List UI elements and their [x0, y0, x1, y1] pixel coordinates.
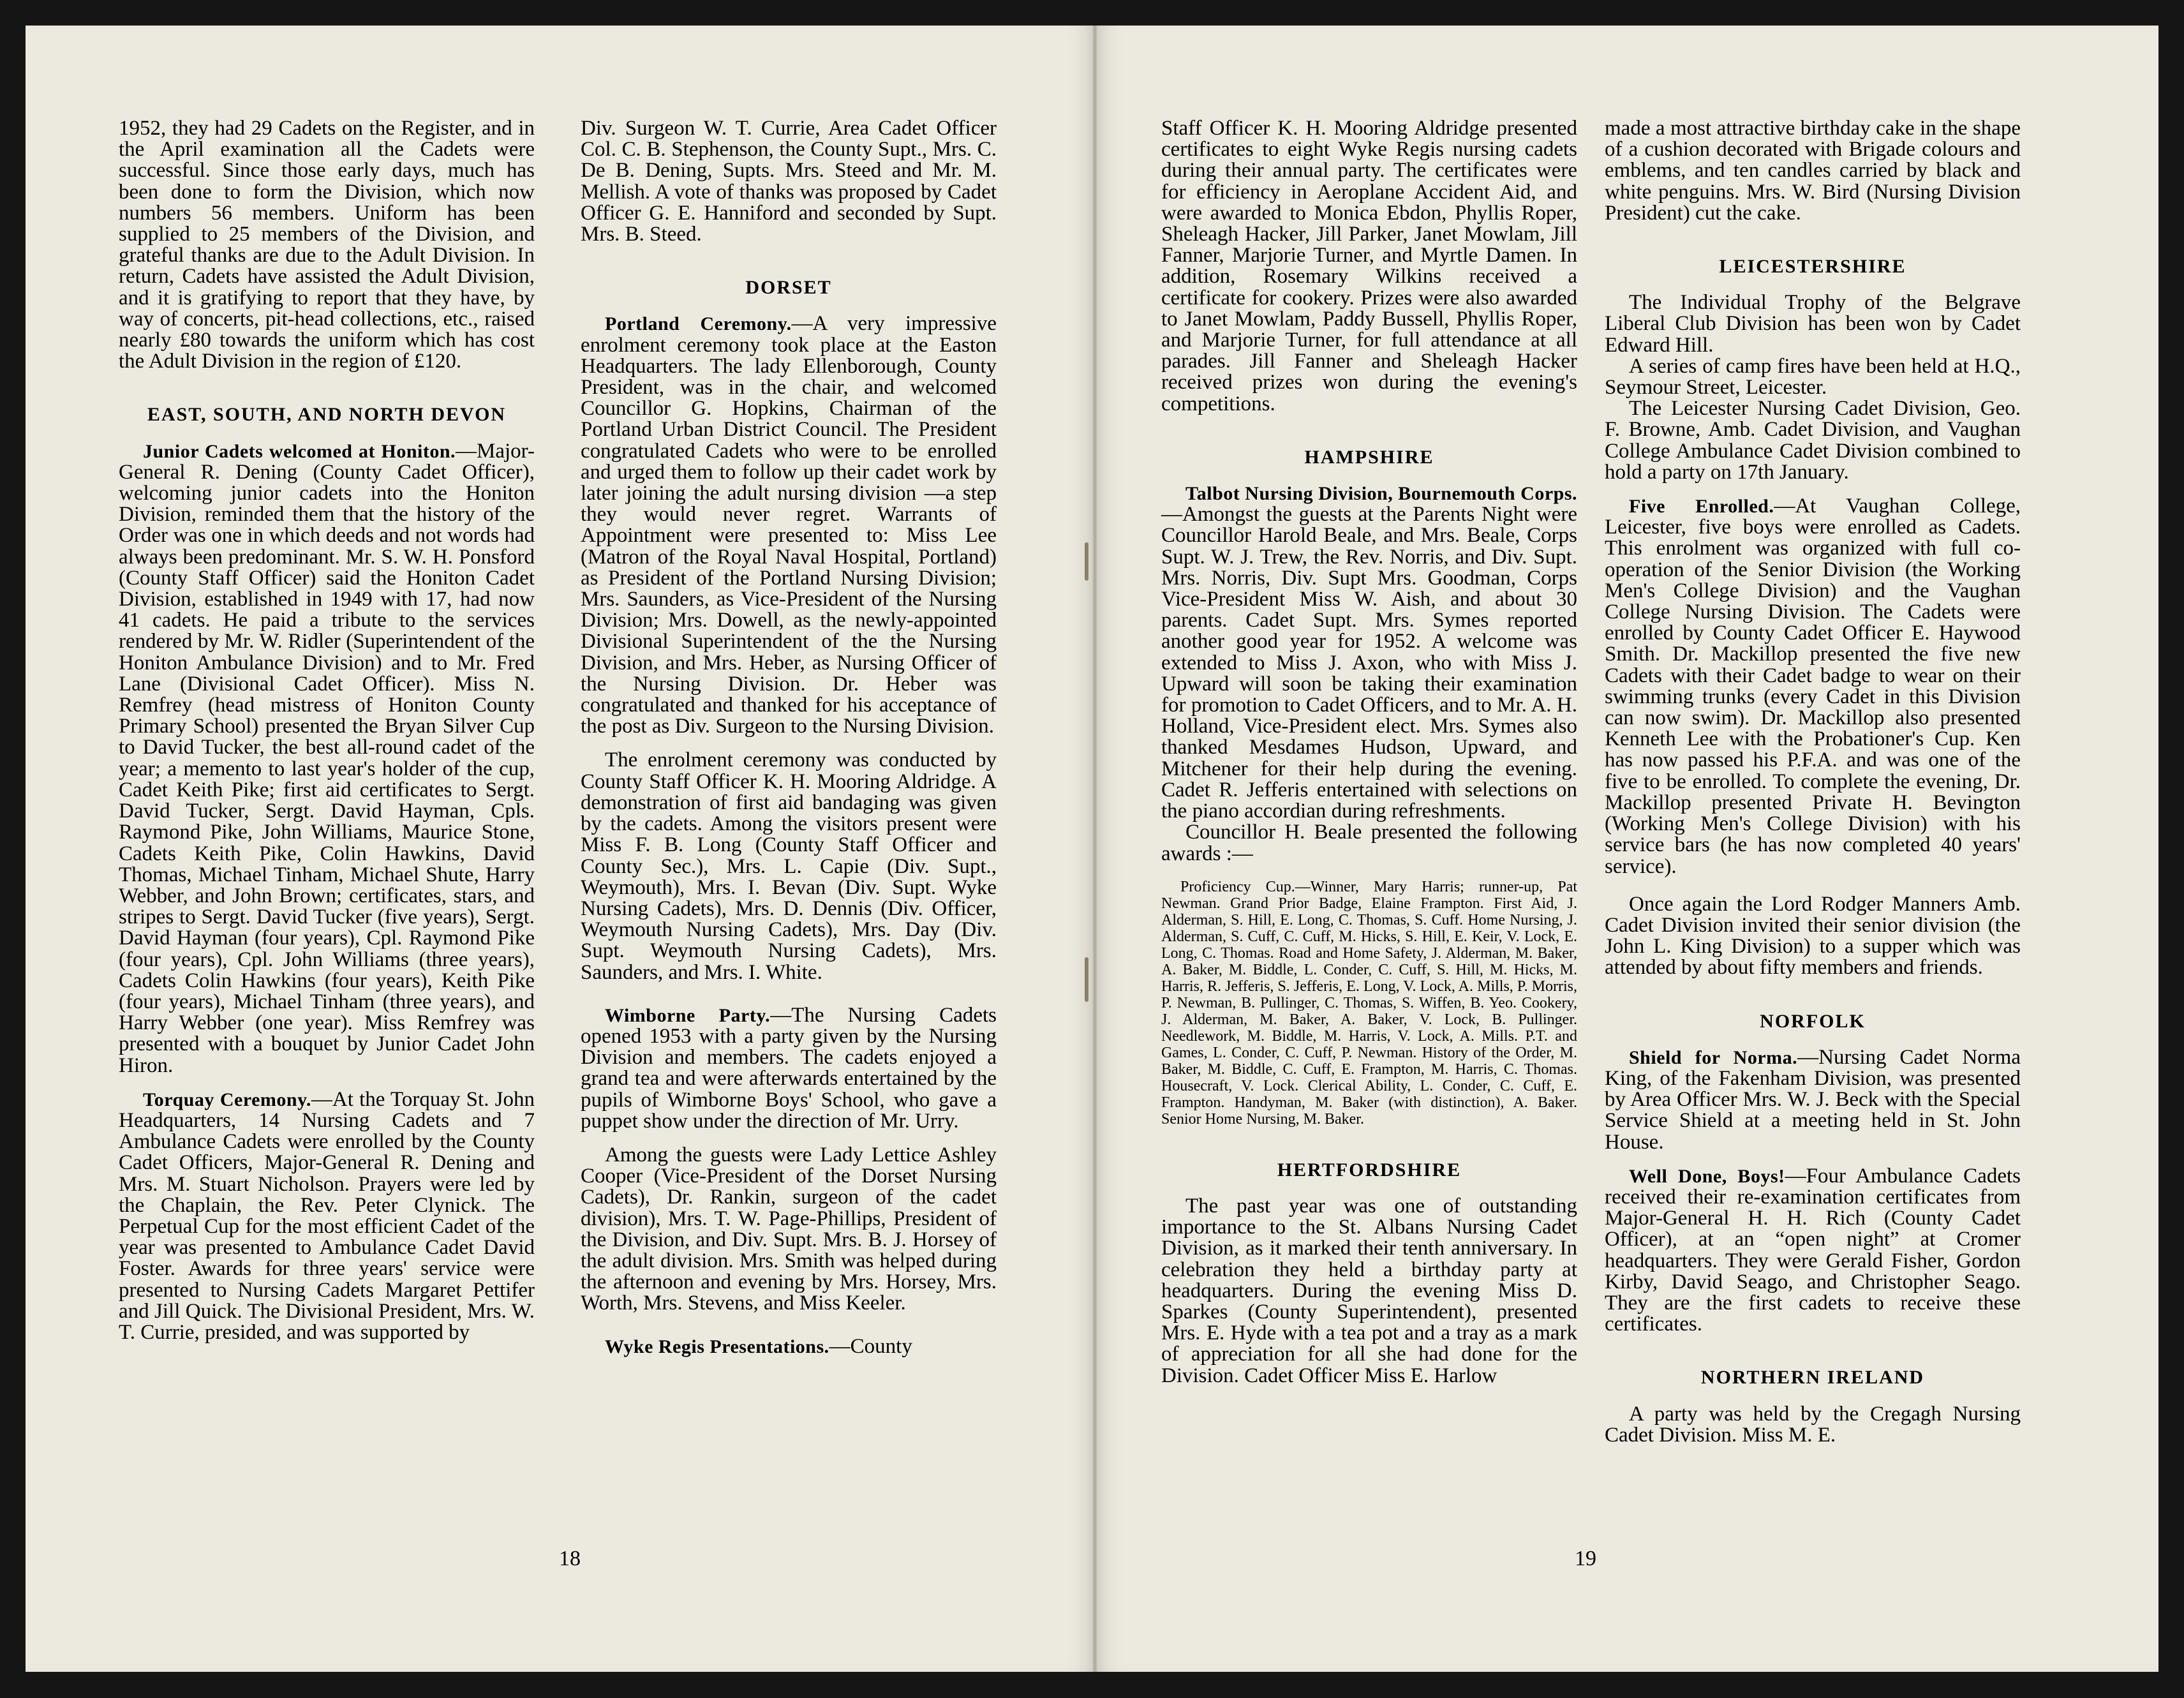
article-text: —At Vaughan College, Leicester, five boys were enrolled as Cadets. This enrolment was organized with full co-operation of the Senior Division (the Working Men's College Division) and the Vaughan College Nursing Division. The Cadets were enrolled by County Cadet Officer E. Haywood Smith. Dr. Mackillop presented the five new Cadets with their Cadet badge to wear on their swimming trunks (every Cadet in this Division can now swim). Dr. Mackillop also presented Kenneth Lee with the Probationer's Cup. Ken has now passed his P.F.A. and was one of the five to be enrolled. To complete the evening, Dr. Mackillop presented Private H. Bevington (Working Men's College Division) with his service bars (he has now completed 40 years' service). [1605, 495, 2021, 878]
article-title: Shield for Norma. [1629, 1046, 1798, 1068]
paragraph [119, 441, 535, 1076]
article-text: —A very impressive enrolment ceremony took place at the Easton Headquarters. The lady Ellenborough, County President, was in the chair, and welcomed Councillor G. Hopkins, Chairman of the Portland Urban District Council. The President congratulated Cadets who were to be enrolled and urged them to follow up their cadet work by later joining the adult nursing division —a step they would never regret. Warrants of Appointment were presented to: Miss Lee (Matron of the Royal Naval Hospital, Portland) as President of the Portland Nursing Division; Mrs. Saunders, as Vice-President of the Nursing Division; Mrs. Dowell, as the newly-appointed Divisional Superintendent of the the Nursing Division, and Mrs. Heber, as Nursing Officer of the Nursing Division. Dr. Heber was congratulated and thanked for his acceptance of the post as Div. Surgeon to the Nursing Division. [581, 312, 997, 738]
column-1 [119, 118, 535, 1343]
paragraph [1605, 1166, 2021, 1336]
paragraph: Div. Surgeon W. T. Currie, Area Cadet Officer Col. C. B. Stephenson, the County Supt., Mrs. C. De B. Dening, Supts. Mrs. Steed and Mr. M. Mellish. A vote of thanks was proposed by Cadet Officer G. E. Hanniford and seconded by Supt. Mrs. B. Steed. [581, 117, 997, 246]
paragraph: The Leicester Nursing Cadet Division, Geo. F. Browne, Amb. Cadet Division, and Vaughan College Ambulance Cadet Division combined to hold a party on 17th January. [1605, 397, 2021, 484]
paragraph [1605, 1047, 2021, 1153]
paragraph [119, 1089, 535, 1343]
article-text: —Amongst the guests at the Parents Night were Councillor Harold Beale, and Mrs. Beale, Corps Supt. W. J. Trew, the Rev. Norris, and Div. Supt. Mrs. Norris, Div. Supt Mrs. Goodman, Corps Vice-President Miss W. Aish, and about 30 parents. Cadet Supt. Mrs. Symes reported another good year for 1952. A welcome was extended to Miss J. Axon, who with Miss J. Upward will soon be taking their examination for promotion to Cadet Officers, and to Mr. A. H. Holland, Vice-President elect. Mrs. Symes also thanked Mesdames Hudson, Upward, and Mitchener for their help during the evening. Cadet R. Jefferis entertained with selections on the piano accordian during refreshments. [1161, 503, 1577, 823]
article-title: Junior Cadets welcomed at Honiton. [143, 440, 456, 462]
paragraph: The Individual Trophy of the Belgrave Liberal Club Division has been won by Cadet Edward Hill. [1605, 291, 2021, 357]
column-4 [1605, 118, 2021, 1446]
section-heading-leicestershire: LEICESTERSHIRE [1719, 256, 1906, 278]
article-title: Wimborne Party. [605, 1004, 771, 1026]
article-title: Talbot Nursing Division, Bournemouth Corps. [1185, 483, 1577, 505]
paragraph: The past year was one of outstanding importance to the St. Albans Nursing Cadet Division, as it marked their tenth anniversary. In celebration they held a birthday party at headquarters. During the evening Miss D. Sparkes (County Superintendent), presented Mrs. E. Hyde with a tea pot and a tray as a mark of appreciation for all she had done for the Division. Cadet Officer Miss E. Harlow [1161, 1194, 1577, 1387]
article-title: Five Enrolled. [1629, 496, 1774, 518]
article-text: —At the Torquay St. John Headquarters, 14 Nursing Cadets and 7 Ambulance Cadets were enrolled by the County Cadet Officers, Major-General R. Dening and Mrs. M. Stuart Nicholson. Prayers were led by the Chaplain, the Rev. Peter Clynick. The Perpetual Cup for the most efficient Cadet of the year was presented to Ambulance Cadet David Foster. Awards for three years' service were presented to Nursing Cadets Margaret Pettifer and Jill Quick. The Divisional President, Mrs. W. T. Currie, presided, and was supported by [119, 1087, 535, 1344]
column-3 [1161, 118, 1577, 1387]
paragraph [1161, 483, 1577, 822]
section-heading-norfolk: NORFOLK [1760, 1010, 1866, 1032]
article-title: Well Done, Boys! [1629, 1165, 1785, 1187]
paragraph: The enrolment ceremony was conducted by County Staff Officer K. H. Mooring Aldridge. A demonstration of first aid bandaging was given by the cadets. Among the visitors present were Miss F. B. Long (County Staff Officer and County Sec.), Mrs. L. Capie (Div. Supt., Weymouth), Mrs. I. Bevan (Div. Supt. Wyke Nursing Cadets), Mrs. D. Dennis (Div. Officer, Weymouth Nursing Cadets), Mrs. Day (Div. Supt. Weymouth Nursing Cadets), Mrs. Saunders, and Mrs. I. White. [581, 748, 997, 984]
page-number-left: 18 [559, 1547, 581, 1570]
article-title: Portland Ceremony. [605, 313, 792, 335]
paragraph: Councillor H. Beale presented the following awards :— [1161, 821, 1577, 865]
paragraph: Once again the Lord Rodger Manners Amb. Cadet Division invited their senior division (the John L. King Division) to a supper which was attended by about fifty members and friends. [1605, 892, 2021, 979]
article-title: Torquay Ceremony. [143, 1089, 311, 1110]
staple-mark-top [1085, 542, 1088, 581]
section-heading-dorset: DORSET [745, 277, 832, 299]
paragraph [581, 313, 997, 737]
article-text: —Four Ambulance Cadets received their re-examination certificates from Major-General H. H. Rich (County Cadet Officer), at an “open night” at Cromer headquarters. They were Gerald Fisher, Gordon Kirby, David Seago, and Christopher Seago. They are the first cadets to receive these certificates. [1605, 1164, 2021, 1336]
paragraph: Staff Officer K. H. Mooring Aldridge presented certificates to eight Wyke Regis nursing cadets during their annual party. The certificates were for efficiency in Aeroplane Accident Aid, and were awarded to Monica Ebdon, Phyllis Roper, Sheleagh Hacker, Jill Parker, Janet Mowlam, Jill Fanner, Marjorie Turner, and Myrtle Damen. In addition, Rosemary Wilkins received a certificate for cookery. Prizes were also awarded to Janet Mowlam, Paddy Bussell, Phyllis Roper, and Marjorie Turner, for full attendance at all parades. Jill Fanner and Sheleagh Hacker received prizes won during the evening's competitions. [1161, 117, 1577, 415]
staple-mark-bottom [1085, 957, 1088, 1002]
column-2 [581, 118, 997, 1357]
paragraph: A series of camp fires have been held at H.Q., Seymour Street, Leicester. [1605, 354, 2021, 399]
paragraph [1605, 496, 2021, 877]
article-text: —Major-General R. Dening (County Cadet Officer), welcoming junior cadets into the Honiton Division, reminded them that the history of the Order was one in which deeds and not words had always been predominant. Mr. S. W. H. Ponsford (County Staff Officer) said the Honiton Cadet Division, established in 1949 with 17, had now 41 cadets. He paid a tribute to the services rendered by Mr. W. Ridler (Superintendent of the Honiton Ambulance Division) and to Mr. Fred Lane (Divisional Cadet Officer). Miss N. Remfrey (head mistress of Honiton County Primary School) presented the Bryan Silver Cup to David Tucker, the best all-round cadet of the year; a memento to last year's holder of the cup, Cadet Keith Pike; first aid certificates to Sergt. David Tucker, Sergt. David Hayman, Cpls. Raymond Pike, John Williams, Maurice Stone, Cadets Keith Pike, Colin Hawkins, David Thomas, Michael Tinham, Michael Shute, Harry Webber, and John Brown; certificates, stars, and stripes to Sergt. David Tucker (five years), Sergt. David Hayman (four years), Cpl. Raymond Pike (four years), Cpl. John Williams (three years), Cadets Colin Hawkins (four years), Keith Pike (four years), Michael Tinham (three years), and Harry Webber (one year). Miss Remfrey was presented with a bouquet by Junior Cadet John Hiron. [119, 439, 535, 1077]
awards-list: Proficiency Cup.—Winner, Mary Harris; runner-up, Pat Newman. Grand Prior Badge, Elaine Frampton. First Aid, J. Alderman, S. Hill, E. Long, C. Thomas, S. Cuff. Home Nursing, J. Alderman, S. Cuff, C. Cuff, M. Hicks, S. Hill, E. Keir, V. Lock, E. Long, C. Thomas. Road and Home Safety, J. Alderman, M. Baker, A. Baker, M. Biddle, L. Conder, C. Cuff, S. Hill, M. Hicks, M. Harris, R. Jefferis, S. Jefferis, E. Long, V. Lock, A. Mills, P. Morris, P. Newman, B. Pullinger, C. Thomas, S. Wiffen, B. Yeo. Cookery, J. Alderman, M. Baker, A. Baker, V. Lock, B. Pullinger. Needlework, M. Biddle, M. Harris, V. Lock, A. Mills. P.T. and Games, L. Conder, C. Cuff, P. Newman. History of the Order, M. Baker, M. Biddle, C. Cuff, E. Frampton, M. Harris, C. Thomas. Housecraft, V. Lock. Clerical Ability, L. Conder, C. Cuff, E. Frampton. Handyman, M. Baker (with distinction), A. Baker. Senior Home Nursing, M. Baker. [1161, 878, 1577, 1128]
article-text: —Nursing Cadet Norma King, of the Fakenham Division, was presented by Area Officer Mrs. W. J. Beck with the Special Service Shield at a meeting held in St. John House. [1605, 1045, 2021, 1154]
article-text: —County [829, 1334, 912, 1358]
paragraph: A party was held by the Cregagh Nursing Cadet Division. Miss M. E. [1605, 1402, 2021, 1447]
paragraph: made a most attractive birthday cake in the shape of a cushion decorated with Brigade colours and emblems, and ten candles carried by black and white penguins. Mrs. W. Bird (Nursing Division President) cut the cake. [1605, 117, 2021, 225]
section-heading-hertfordshire: HERTFORDSHIRE [1277, 1159, 1462, 1180]
article-text: —The Nursing Cadets opened 1953 with a party given by the Nursing Division and members. The cadets enjoyed a grand tea and were afterwards entertained by the pupils of Wimborne Boys' School, who gave a puppet show under the direction of Mr. Urry. [581, 1003, 997, 1133]
paragraph: 1952, they had 29 Cadets on the Register, and in the April examination all the Cadets were successful. Since those early days, much has been done to form the Division, which now numbers 56 members. Uniform has been supplied to 25 members of the Division, and grateful thanks are due to the Adult Division. In return, Cadets have assisted the Adult Division, and it is gratifying to report that they have, by way of concerts, pit-head collections, etc., raised nearly £80 towards the uniform which has cost the Adult Division in the region of £120. [119, 117, 535, 373]
book-spine [1092, 26, 1097, 1672]
article-title: Wyke Regis Presentations. [605, 1336, 829, 1357]
paragraph [581, 1005, 997, 1132]
section-heading-devon: EAST, SOUTH, AND NORTH DEVON [147, 404, 507, 426]
section-heading-hampshire: HAMPSHIRE [1304, 446, 1434, 468]
paragraph: Among the guests were Lady Lettice Ashley Cooper (Vice-President of the Dorset Nursing Cadets), Dr. Rankin, surgeon of the cadet division), Mrs. T. W. Page-Phillips, President of the Division, and Div. Supt. Mrs. B. J. Horsey of the adult division. Mrs. Smith was helped during the afternoon and evening by Mrs. Horsey, Mrs. Worth, Mrs. Stevens, and Miss Keeler. [581, 1143, 997, 1315]
paragraph [581, 1336, 997, 1357]
section-heading-northern-ireland: NORTHERN IRELAND [1700, 1367, 1925, 1389]
page-number-right: 19 [1575, 1547, 1596, 1570]
